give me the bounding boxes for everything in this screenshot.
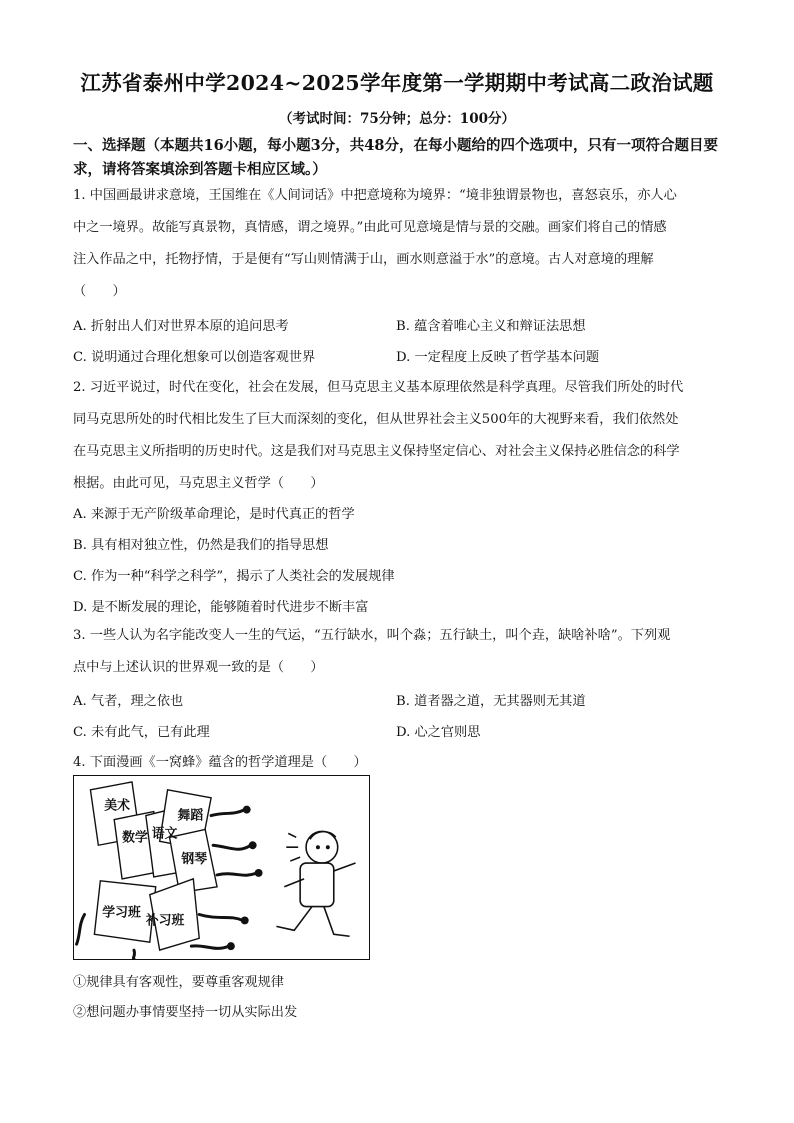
stem-line: （ ） [73,284,126,299]
question-2-option-a: A. 来源于无产阶级革命理论，是时代真正的哲学 [73,507,355,522]
question-3-option-b: B. 道者器之道，无其器则无其道 [396,694,586,709]
question-2-option-b: B. 具有相对独立性，仍然是我们的指导思想 [73,538,329,553]
question-1-option-d: D. 一定程度上反映了哲学基本问题 [396,350,600,365]
stem-line: 2. 习近平说过，时代在变化，社会在发展，但马克思主义基本原理依然是科学真理。尽管我们所处的时代 [73,380,684,395]
comic-drawing [74,776,369,959]
question-4-statement-1: ①规律具有客观性，要尊重客观规律 [73,975,284,990]
question-3-stem [73,620,723,684]
comic-label: 钢琴 [181,852,208,868]
question-4-statement-2: ②想问题办事情要坚持一切从实际出发 [73,1005,298,1020]
question-2-stem [73,372,723,500]
question-3-option-a: A. 气者，理之依也 [73,694,184,709]
stem-line: 在马克思主义所指明的历史时代。这是我们对马克思主义保持坚定信心、对社会主义保持必胜信念的科学 [73,444,680,459]
stem-line: 中之一境界。故能写真景物，真情感，谓之境界。”由此可见意境是情与景的交融。画家们将自己的情感 [73,220,667,235]
comic-label: 舞蹈 [177,808,204,824]
question-3-option-d: D. 心之官则思 [396,725,481,740]
question-4-stem: 4. 下面漫画《一窝蜂》蕴含的哲学道理是（ ） [73,755,367,770]
stem-line: 同马克思所处的时代相比发生了巨大而深刻的变化，但从世界社会主义500年的大视野来看，我们依然处 [73,412,679,427]
exam-subtitle: （考试时间：75分钟；总分：100分） [279,111,515,127]
comic-label: 补习班 [145,913,185,929]
section-heading: 一、选择题（本题共16小题，每小题3分，共48分，在每小题给的四个选项中，只有一项符合题目要求，请将答案填涂到答题卡相应区域。） [73,137,718,178]
comic-label: 数学 [122,830,148,846]
question-3-option-c: C. 未有此气，已有此理 [73,725,210,740]
question-2-option-d: D. 是不断发展的理论，能够随着时代进步不断丰富 [73,600,369,615]
hands-shapes [227,806,263,950]
stem-line: 注入作品之中，托物抒情，于是便有“写山则情满于山，画水则意溢于水”的意境。古人对意境的理解 [73,252,654,267]
comic-label: 美术 [104,798,130,814]
exam-title: 江苏省泰州中学2024~2025学年度第一学期期中考试高二政治试题 [80,71,714,95]
comic-illustration [73,775,370,960]
stem-line: 3. 一些人认为名字能改变人一生的气运，“五行缺水，叫个淼；五行缺土，叫个垚，缺啥补啥”。下列观 [73,628,671,643]
comic-label: 语文 [151,826,178,842]
stem-line: 点中与上述认识的世界观一致的是（ ） [73,660,324,675]
question-1-option-a: A. 折射出人们对世界本原的追问思考 [73,319,289,334]
question-1-stem [73,180,723,308]
question-1-option-c: C. 说明通过合理化想象可以创造客观世界 [73,350,316,365]
question-1-option-b: B. 蕴含着唯心主义和辩证法思想 [396,319,586,334]
comic-label: 学习班 [102,905,141,921]
boy-head [306,831,338,863]
boy-backpack [300,863,334,907]
running-boy [276,831,355,936]
stem-line: 根据。由此可见，马克思主义哲学（ ） [73,476,324,491]
stem-line: 1. 中国画最讲求意境，王国维在《人间词话》中把意境称为境界：“境非独谓景物也，喜怒哀乐，亦人心 [73,188,677,203]
question-2-option-c: C. 作为一种“科学之科学”，揭示了人类社会的发展规律 [73,569,395,584]
